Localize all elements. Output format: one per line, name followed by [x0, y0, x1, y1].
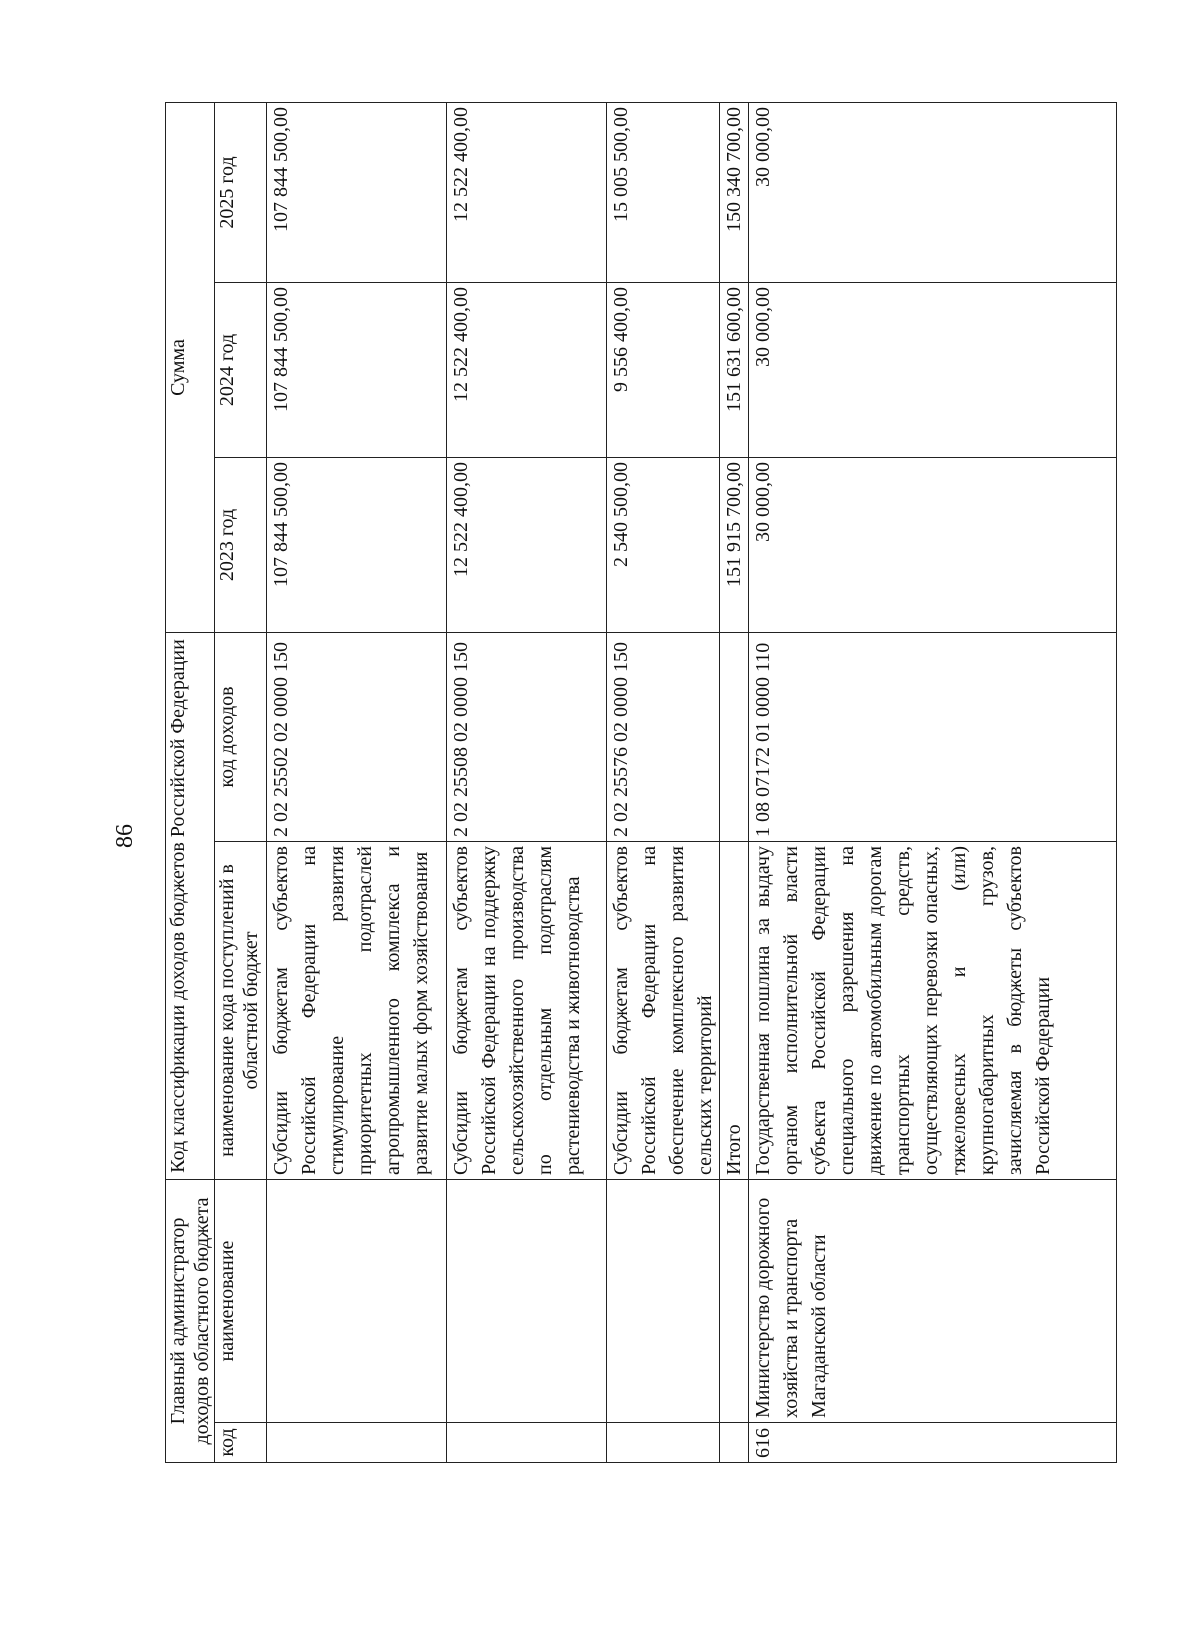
col-header-2025: 2025 год — [215, 102, 267, 282]
total-empty-cell — [720, 1180, 749, 1423]
income-name-cell: Субсидии бюджетам субъектов Российской Федерации на обеспечение комплексного развития сельских территорий — [607, 842, 720, 1180]
total-empty-cell — [720, 1423, 749, 1463]
amount-2024-cell: 12 522 400,00 — [447, 283, 607, 458]
income-code-cell: 2 02 25502 02 0000 150 — [267, 633, 447, 842]
col-header-income-name: наименование кода поступлений в областной бюджет — [215, 842, 267, 1180]
table-row — [267, 102, 447, 1462]
amount-2023-cell: 30 000,00 — [749, 458, 1117, 633]
amount-2024-cell: 9 556 400,00 — [607, 283, 720, 458]
table-row — [749, 102, 1117, 1462]
total-2024: 151 631 600,00 — [720, 283, 749, 458]
total-2025: 150 340 700,00 — [720, 102, 749, 282]
amount-2025-cell: 107 844 500,00 — [267, 102, 447, 282]
amount-2025-cell: 15 005 500,00 — [607, 102, 720, 282]
admin-name-cell — [267, 1180, 447, 1423]
admin-group-header: Главный администратор доходов областного бюджета — [166, 1180, 215, 1463]
total-empty-cell — [720, 633, 749, 842]
total-row — [720, 102, 749, 1462]
header-row-1 — [166, 102, 215, 1462]
admin-name-cell — [447, 1180, 607, 1423]
amount-2023-cell: 2 540 500,00 — [607, 458, 720, 633]
rotated-table-frame — [165, 103, 1117, 1463]
col-header-name: наименование — [215, 1180, 267, 1423]
income-name-cell: Государственная пошлина за выдачу органом исполнительной власти субъекта Российской Федерации специального разрешения на движение по автомобильным дорогам транспортных средств, осуществляющих перевозки опасных, тяжеловесных и (или) крупногабаритных грузов, зачисляемая в бюджеты субъектов Российской Федерации — [749, 842, 1117, 1180]
col-header-2023: 2023 год — [215, 458, 267, 633]
sum-group-header: Сумма — [166, 102, 215, 632]
header-row-2 — [215, 102, 267, 1462]
table-row — [607, 102, 720, 1462]
amount-2024-cell: 30 000,00 — [749, 283, 1117, 458]
page-number: 86 — [112, 824, 138, 848]
amount-2023-cell: 107 844 500,00 — [267, 458, 447, 633]
amount-2024-cell: 107 844 500,00 — [267, 283, 447, 458]
income-name-cell: Субсидии бюджетам субъектов Российской Федерации на поддержку сельскохозяйственного производства по отдельным подотраслям растениеводства и животноводства — [447, 842, 607, 1180]
total-2023: 151 915 700,00 — [720, 458, 749, 633]
income-code-cell: 1 08 07172 01 0000 110 — [749, 633, 1117, 842]
admin-code-cell — [447, 1423, 607, 1463]
amount-2023-cell: 12 522 400,00 — [447, 458, 607, 633]
col-header-2024: 2024 год — [215, 283, 267, 458]
table-row — [447, 102, 607, 1462]
total-label: Итого — [720, 842, 749, 1180]
admin-code-cell — [267, 1423, 447, 1463]
col-header-income-code: код доходов — [215, 633, 267, 842]
admin-name-cell — [607, 1180, 720, 1423]
classification-group-header: Код классификации доходов бюджетов Российской Федерации — [166, 633, 215, 1180]
income-code-cell: 2 02 25576 02 0000 150 — [607, 633, 720, 842]
amount-2025-cell: 12 522 400,00 — [447, 102, 607, 282]
admin-code-cell: 616 — [749, 1423, 1117, 1463]
income-name-cell: Субсидии бюджетам субъектов Российской Федерации на стимулирование развития приоритетных подотраслей агропромышленного комплекса и развитие малых форм хозяйствования — [267, 842, 447, 1180]
admin-name-cell: Министерство дорожного хозяйства и транспорта Магаданской области — [749, 1180, 1117, 1423]
income-table — [165, 102, 1117, 1463]
amount-2025-cell: 30 000,00 — [749, 102, 1117, 282]
col-header-code: код — [215, 1423, 267, 1463]
income-code-cell: 2 02 25508 02 0000 150 — [447, 633, 607, 842]
admin-code-cell — [607, 1423, 720, 1463]
